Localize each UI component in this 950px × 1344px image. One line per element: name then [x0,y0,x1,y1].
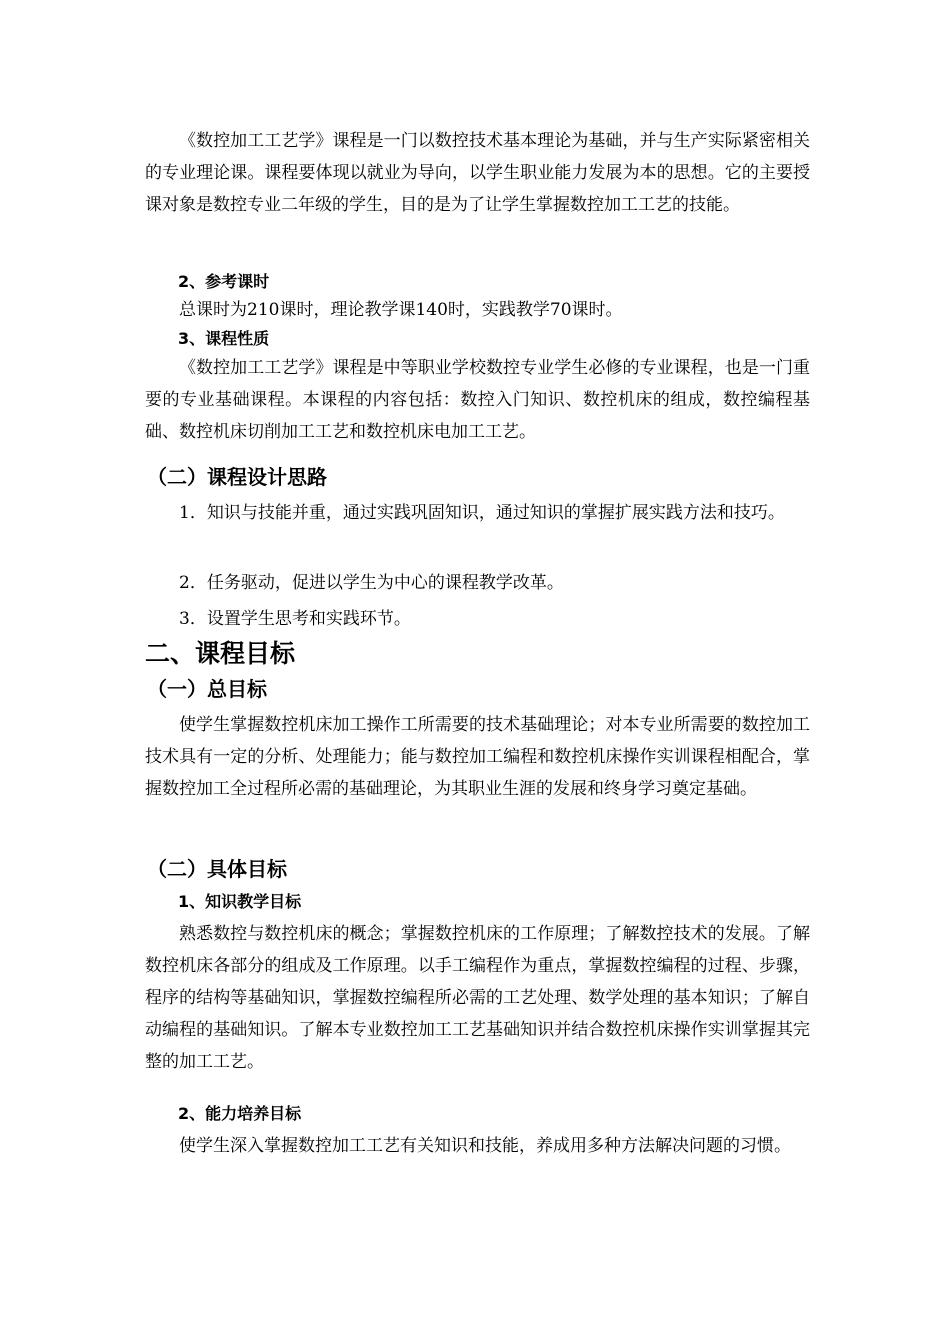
hours-heading: 2、参考课时 [178,272,270,291]
knowledge-text: 熟悉数控与数控机床的概念；掌握数控机床的工作原理；了解数控技术的发展。了解数控机床各部分的组成及工作原理。以手工编程作为重点，掌握数控编程的过程、步骤，程序的结构等基础知识，掌握数控编程所必需的工艺处理、数学处理的基本知识；了解自动编程的基础知识。了解本专业数控加工工艺基础知识并结合数控机床操作实训掌握其完整的加工工艺。 [145,924,810,1072]
design-heading: （二）课程设计思路 [147,465,327,489]
ability-heading: 2、能力培养目标 [178,1104,302,1123]
overall-heading: （一）总目标 [147,677,267,701]
design-item-3: 3．设置学生思考和实践环节。 [179,609,411,629]
specific-heading: （二）具体目标 [147,857,287,881]
goals-heading: 二、课程目标 [145,639,296,668]
hours-text: 总课时为210课时，理论教学课140时，实践教学70课时。 [179,300,623,320]
ability-text: 使学生深入掌握数控加工工艺有关知识和技能，养成用多种方法解决问题的习惯。 [179,1136,791,1156]
design-item-1: 1．知识与技能并重，通过实践巩固知识，通过知识的掌握扩展实践方法和技巧。 [179,503,785,523]
design-item-2: 2．任务驱动，促进以学生为中心的课程教学改革。 [179,573,564,593]
overall-text: 使学生掌握数控机床加工操作工所需要的技术基础理论；对本专业所需要的数控加工技术具有一定的分析、处理能力；能与数控加工编程和数控机床操作实训课程相配合，掌握数控加工全过程所必需的基础理论，为其职业生涯的发展和终身学习奠定基础。 [145,715,810,799]
nature-text: 《数控加工工艺学》课程是中等职业学校数控专业学生必修的专业课程，也是一门重要的专业基础课程。本课程的内容包括：数控入门知识、数控机床的组成，数控编程基础、数控机床切削加工工艺和数控机床电加工工艺。 [145,358,810,442]
intro-paragraph: 《数控加工工艺学》课程是一门以数控技术基本理论为基础，并与生产实际紧密相关的专业理论课。课程要体现以就业为导向，以学生职业能力发展为本的思想。它的主要授课对象是数控专业二年级的学生，目的是为了让学生掌握数控加工工艺的技能。 [145,131,810,215]
knowledge-heading: 1、知识教学目标 [178,892,302,911]
nature-heading: 3、课程性质 [178,329,270,348]
